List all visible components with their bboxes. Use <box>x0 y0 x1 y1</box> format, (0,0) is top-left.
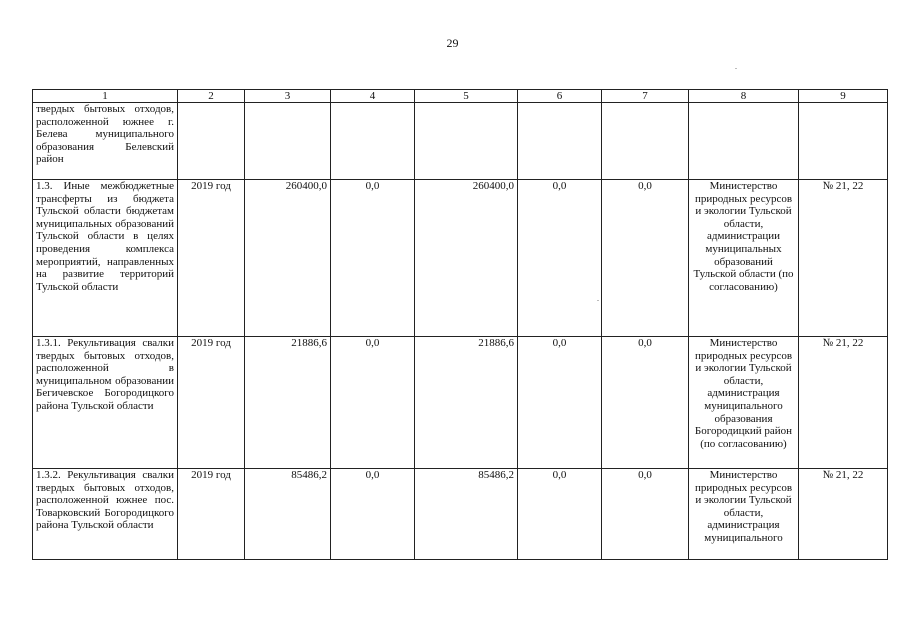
scan-speck <box>735 68 737 69</box>
local-cell: 0,0 <box>518 180 602 337</box>
regional-cell <box>415 103 518 180</box>
total-cell: 21886,6 <box>245 337 331 469</box>
scan-speck <box>597 300 599 301</box>
measure-description: 1.3.2. Рекультивация свалки твердых бытовых отходов, расположенной южнее пос. Товарковский Богородицкого района Тульской области <box>33 469 178 560</box>
column-header: 9 <box>799 90 888 103</box>
regional-cell: 260400,0 <box>415 180 518 337</box>
local-cell <box>518 103 602 180</box>
local-cell: 0,0 <box>518 469 602 560</box>
table-row <box>33 337 888 469</box>
regional-cell: 21886,6 <box>415 337 518 469</box>
column-header: 7 <box>602 90 689 103</box>
column-header: 2 <box>178 90 245 103</box>
federal-cell: 0,0 <box>331 469 415 560</box>
federal-cell: 0,0 <box>331 337 415 469</box>
year-cell: 2019 год <box>178 180 245 337</box>
table-row <box>33 180 888 337</box>
other-cell: 0,0 <box>602 180 689 337</box>
other-cell: 0,0 <box>602 337 689 469</box>
responsible-cell: Министерство природных ресурсов и экологии Тульской области, администрация муниципального образования Богородицкий район (по согласованию) <box>689 337 799 469</box>
measure-description: 1.3. Иные межбюджетные трансферты из бюджета Тульской области бюджетам муниципальных образований Тульской области в целях проведения комплекса мероприятий, направленных на развитие территорий Тульской области <box>33 180 178 337</box>
responsible-cell: Министерство природных ресурсов и экологии Тульской области, администрации муниципальных образований Тульской области (по согласованию) <box>689 180 799 337</box>
year-cell <box>178 103 245 180</box>
page-number: 29 <box>446 36 459 50</box>
measure-description: твердых бытовых отходов, расположенной южнее г. Белева муниципального образования Белевский район <box>33 103 178 180</box>
federal-cell: 0,0 <box>331 180 415 337</box>
column-header: 1 <box>33 90 178 103</box>
other-cell: 0,0 <box>602 469 689 560</box>
reference-cell: № 21, 22 <box>799 180 888 337</box>
column-header: 3 <box>245 90 331 103</box>
column-header: 5 <box>415 90 518 103</box>
column-header: 4 <box>331 90 415 103</box>
total-cell <box>245 103 331 180</box>
responsible-cell: Министерство природных ресурсов и экологии Тульской области, администрация муниципального <box>689 469 799 560</box>
year-cell: 2019 год <box>178 337 245 469</box>
total-cell: 260400,0 <box>245 180 331 337</box>
measure-description: 1.3.1. Рекультивация свалки твердых бытовых отходов, расположенной в муниципальном образовании Бегичевское Богородицкого района Тульской области <box>33 337 178 469</box>
column-header: 6 <box>518 90 602 103</box>
reference-cell: № 21, 22 <box>799 337 888 469</box>
federal-cell <box>331 103 415 180</box>
reference-cell: № 21, 22 <box>799 469 888 560</box>
reference-cell <box>799 103 888 180</box>
table-row <box>33 469 888 560</box>
total-cell: 85486,2 <box>245 469 331 560</box>
responsible-cell <box>689 103 799 180</box>
other-cell <box>602 103 689 180</box>
program-table <box>32 89 888 560</box>
local-cell: 0,0 <box>518 337 602 469</box>
table-header-row <box>33 90 888 103</box>
regional-cell: 85486,2 <box>415 469 518 560</box>
year-cell: 2019 год <box>178 469 245 560</box>
column-header: 8 <box>689 90 799 103</box>
table-row <box>33 103 888 180</box>
